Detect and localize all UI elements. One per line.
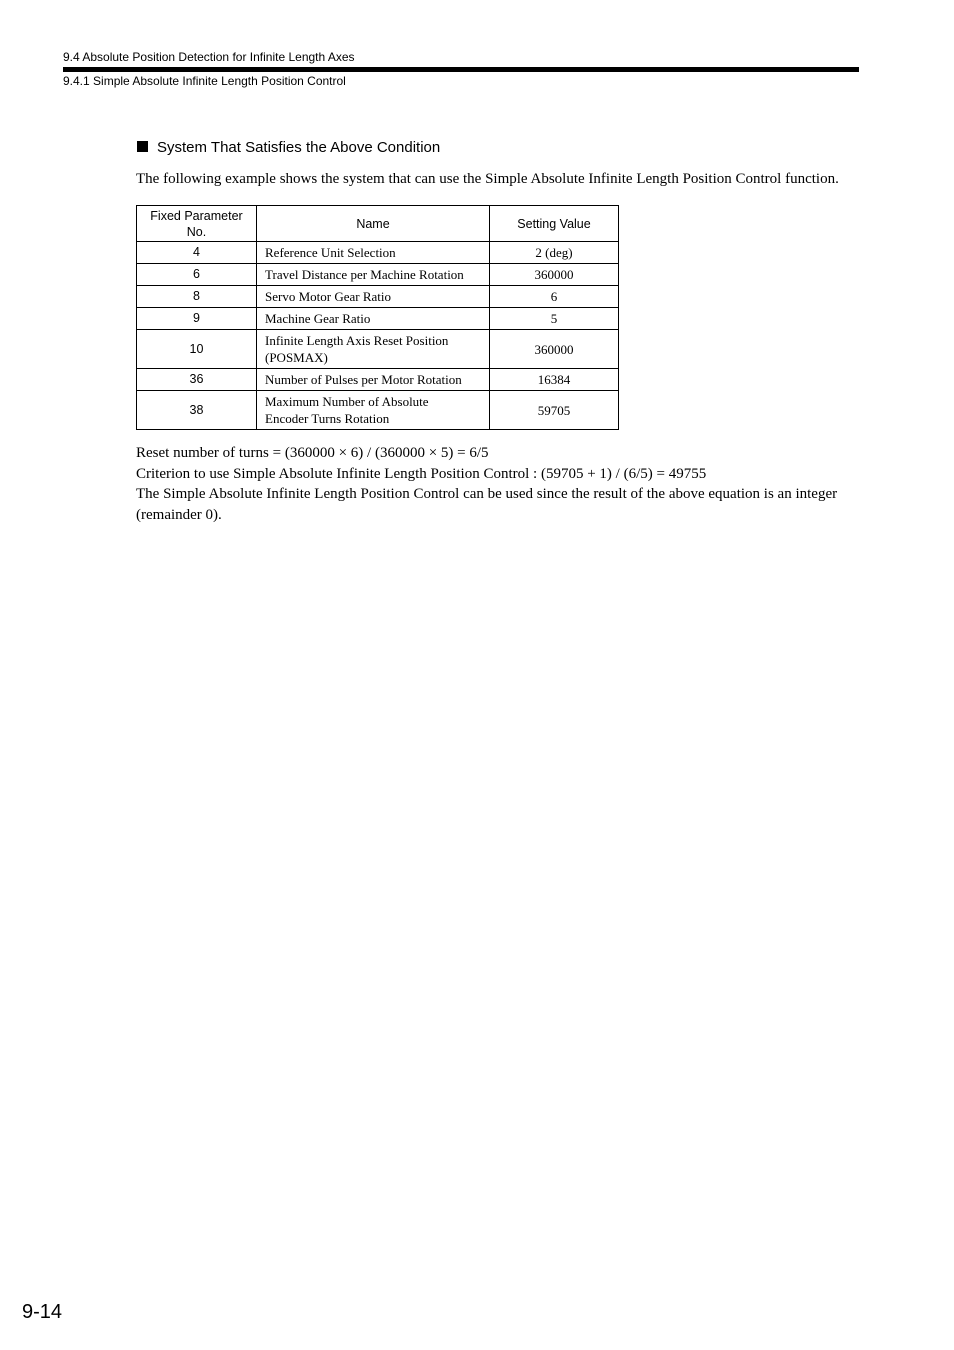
header-setting-value: Setting Value (490, 206, 619, 242)
table-row (137, 264, 619, 286)
table-row (137, 391, 619, 430)
cell-setting-value: 6 (490, 286, 619, 308)
cell-setting-value: 2 (deg) (490, 242, 619, 264)
cell-parameter-no: 4 (137, 242, 257, 264)
conclusion-line1: The Simple Absolute Infinite Length Position Control can be used since the result of the above equation is an integer (136, 486, 838, 503)
conclusion-line2: (remainder 0). (136, 507, 222, 524)
cell-name (257, 286, 490, 308)
cell-name (257, 264, 490, 286)
cell-name (257, 330, 490, 369)
cell-name (257, 369, 490, 391)
header-name: Name (257, 206, 490, 242)
table-row (137, 286, 619, 308)
cell-name-line1: Servo Motor Gear Ratio (265, 289, 392, 304)
cell-parameter-no: 10 (137, 330, 257, 369)
table-row (137, 308, 619, 330)
filled-square-bullet-icon (137, 141, 148, 152)
cell-name-line2: Encoder Turns Rotation (265, 411, 390, 426)
cell-name-line1: Reference Unit Selection (265, 245, 396, 260)
table-row (137, 369, 619, 391)
header-parameter-no-line2: No. (186, 224, 207, 239)
cell-parameter-no: 38 (137, 391, 257, 430)
table-row (137, 330, 619, 369)
intro-paragraph: The following example shows the system that can use the Simple Absolute Infinite Length Position Control function. (136, 171, 839, 187)
cell-name (257, 308, 490, 330)
cell-parameter-no: 9 (137, 308, 257, 330)
cell-parameter-no: 8 (137, 286, 257, 308)
page-number: 9-14 (22, 1301, 63, 1323)
section-heading-text: System That Satisfies the Above Condition (157, 139, 441, 156)
cell-name-line1: Number of Pulses per Motor Rotation (265, 372, 462, 387)
running-header-subsection: 9.4.1 Simple Absolute Infinite Length Position Control (63, 74, 346, 88)
cell-name-line2: (POSMAX) (265, 350, 328, 365)
table-row (137, 242, 619, 264)
cell-setting-value: 5 (490, 308, 619, 330)
reset-turns-equation: Reset number of turns = (360000 × 6) / (360000 × 5) = 6/5 (136, 445, 489, 461)
table-header-row (137, 206, 619, 242)
cell-name (257, 242, 490, 264)
cell-parameter-no: 36 (137, 369, 257, 391)
header-parameter-no-line1: Fixed Parameter (150, 208, 243, 223)
header-parameter-no (137, 206, 257, 242)
parameter-table (136, 205, 619, 430)
criterion-equation: Criterion to use Simple Absolute Infinite Length Position Control : (59705 + 1) / (6/5) = 49755 (136, 465, 707, 482)
cell-name (257, 391, 490, 430)
cell-name-line1: Travel Distance per Machine Rotation (265, 267, 464, 282)
header-rule (63, 67, 859, 72)
cell-name-line1: Infinite Length Axis Reset Position (265, 333, 449, 348)
running-header-section: 9.4 Absolute Position Detection for Infinite Length Axes (63, 50, 355, 64)
cell-setting-value: 360000 (490, 330, 619, 369)
cell-name-line1: Maximum Number of Absolute (265, 394, 429, 409)
cell-name-line1: Machine Gear Ratio (265, 311, 371, 326)
cell-parameter-no: 6 (137, 264, 257, 286)
section-heading (137, 139, 440, 157)
cell-setting-value: 360000 (490, 264, 619, 286)
cell-setting-value: 59705 (490, 391, 619, 430)
calculation-text (136, 443, 856, 526)
cell-setting-value: 16384 (490, 369, 619, 391)
